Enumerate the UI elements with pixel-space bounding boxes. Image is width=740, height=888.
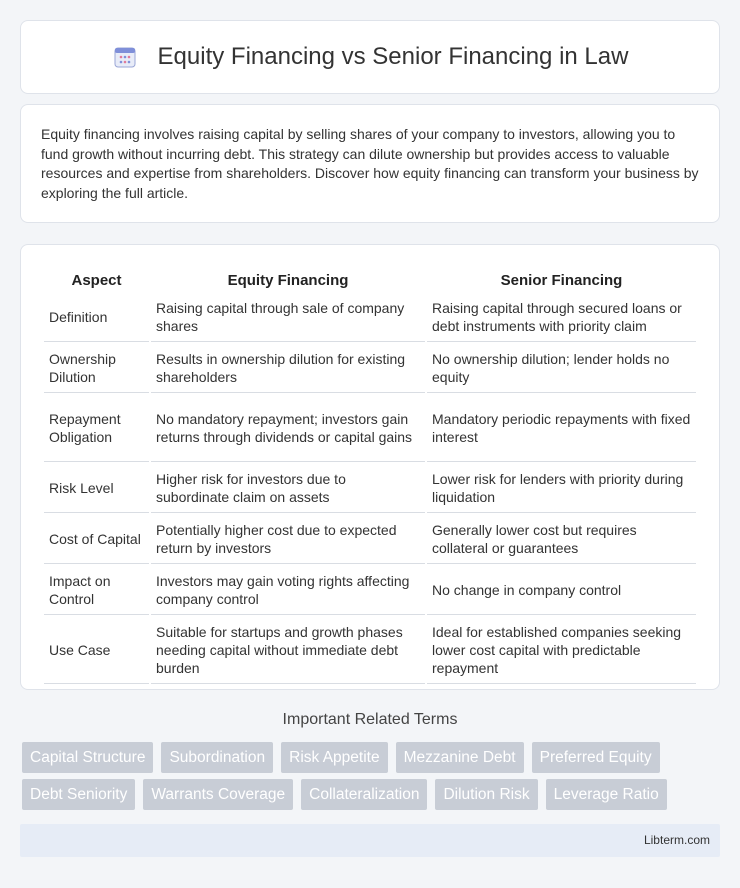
related-term-tag[interactable]: Risk Appetite — [281, 742, 387, 773]
related-term-tag[interactable]: Warrants Coverage — [143, 779, 293, 810]
table-cell: Definition — [44, 293, 149, 342]
table-row — [44, 344, 696, 393]
related-term-tag[interactable]: Capital Structure — [22, 742, 153, 773]
table-row — [44, 464, 696, 513]
related-term-tag[interactable]: Dilution Risk — [435, 779, 537, 810]
table-cell: Impact on Control — [44, 566, 149, 615]
related-term-tag[interactable]: Mezzanine Debt — [396, 742, 524, 773]
table-row — [44, 617, 696, 684]
title-card — [20, 20, 720, 94]
header-equity: Equity Financing — [227, 271, 349, 289]
related-terms-list — [22, 742, 722, 816]
table-cell: Results in ownership dilution for existing shareholders — [151, 344, 425, 393]
related-term-tag[interactable]: Subordination — [161, 742, 273, 773]
table-row — [44, 515, 696, 564]
intro-card — [20, 104, 720, 223]
table-cell: Mandatory periodic repayments with fixed interest — [427, 395, 696, 462]
table-row — [44, 395, 696, 462]
related-term-tag[interactable]: Debt Seniority — [22, 779, 135, 810]
calendar-icon — [112, 44, 138, 70]
related-term-tag[interactable]: Leverage Ratio — [546, 779, 667, 810]
related-terms-heading: Important Related Terms — [282, 711, 458, 728]
table-cell: Raising capital through secured loans or debt instruments with priority claim — [427, 293, 696, 342]
comparison-card — [20, 244, 720, 690]
header-senior: Senior Financing — [500, 271, 623, 289]
table-cell: Generally lower cost but requires collateral or guarantees — [427, 515, 696, 564]
footer — [20, 824, 720, 857]
table-header-row — [44, 267, 696, 291]
table-cell: No ownership dilution; lender holds no equity — [427, 344, 696, 393]
page-title: Equity Financing vs Senior Financing in Law — [157, 43, 629, 70]
table-cell: Risk Level — [44, 464, 149, 513]
table-cell: Cost of Capital — [44, 515, 149, 564]
table-row — [44, 293, 696, 342]
table-row — [44, 566, 696, 615]
table-cell: Investors may gain voting rights affecting company control — [151, 566, 425, 615]
table-cell: Higher risk for investors due to subordinate claim on assets — [151, 464, 425, 513]
table-cell: Repayment Obligation — [44, 395, 149, 462]
table-cell: No change in company control — [427, 566, 696, 615]
table-cell: Ownership Dilution — [44, 344, 149, 393]
intro-text: Equity financing involves raising capital by selling shares of your company to investors, allowing you to fund growth without incurring debt. This strategy can dilute ownership but provides access to valuable resources and expertise from shareholders. Discover how equity financing can transform your business by exploring the full article. — [41, 126, 699, 201]
related-term-tag[interactable]: Collateralization — [301, 779, 427, 810]
table-cell: Ideal for established companies seeking lower cost capital with predictable repayment — [427, 617, 696, 684]
header-aspect: Aspect — [71, 271, 122, 289]
table-cell: Potentially higher cost due to expected return by investors — [151, 515, 425, 564]
table-cell: Use Case — [44, 617, 149, 684]
table-cell: No mandatory repayment; investors gain returns through dividends or capital gains — [151, 395, 425, 462]
table-cell: Suitable for startups and growth phases needing capital without immediate debt burden — [151, 617, 425, 684]
comparison-table — [42, 265, 698, 686]
related-term-tag[interactable]: Preferred Equity — [532, 742, 660, 773]
table-cell: Raising capital through sale of company shares — [151, 293, 425, 342]
footer-site-link[interactable]: Libterm.com — [643, 833, 710, 847]
table-cell: Lower risk for lenders with priority during liquidation — [427, 464, 696, 513]
